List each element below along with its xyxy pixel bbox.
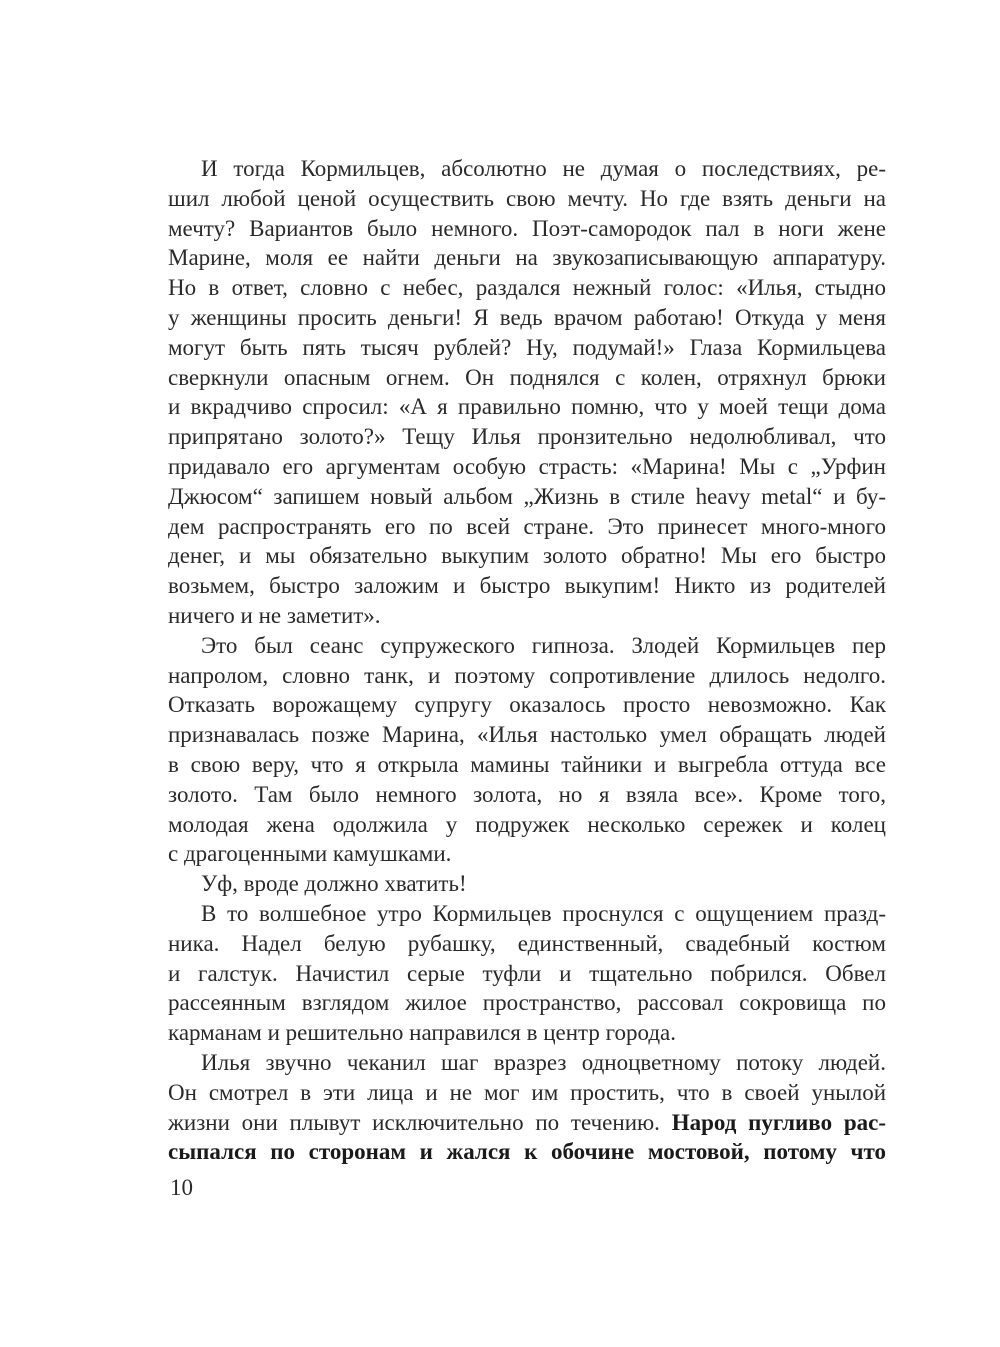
text-span: И тогда Кормильцев, абсолютно не думая о последствиях, ре- bbox=[201, 156, 886, 181]
text-line bbox=[168, 571, 886, 601]
text-span: денег, и мы обязательно выкупим золото обратно! Мы его быстро bbox=[168, 543, 886, 569]
paragraph bbox=[168, 1048, 886, 1167]
text-line bbox=[168, 303, 886, 333]
text-line bbox=[168, 1048, 886, 1078]
text-span: в свою веру, что я открыла мамины тайники и выгребла оттуда все bbox=[168, 751, 886, 777]
body-text bbox=[168, 154, 886, 1167]
text-span: ничего и не заметит». bbox=[168, 602, 381, 628]
text-line bbox=[168, 1078, 886, 1108]
text-span: возьмем, быстро заложим и быстро выкупим! Никто из родителей bbox=[168, 573, 886, 599]
text-span: карманам и решительно направился в центр города. bbox=[168, 1020, 676, 1046]
text-line bbox=[168, 780, 886, 810]
text-line bbox=[168, 452, 886, 482]
text-line bbox=[168, 154, 886, 184]
text-line bbox=[168, 601, 886, 631]
text-line bbox=[168, 1018, 886, 1048]
text-line bbox=[168, 482, 886, 512]
text-line bbox=[168, 541, 886, 571]
text-line bbox=[168, 899, 886, 929]
text-span: могут быть пять тысяч рублей? Ну, подумай!» Глаза Кормильцева bbox=[168, 334, 886, 360]
text-span: признавалась позже Марина, «Илья настолько умел обращать людей bbox=[168, 722, 886, 748]
text-line bbox=[168, 363, 886, 393]
text-span: Илья звучно чеканил шаг вразрез одноцветному потоку людей. bbox=[201, 1049, 886, 1075]
text-line bbox=[168, 869, 886, 899]
text-line bbox=[168, 661, 886, 691]
text-span: жизни они плывут исключительно по течению. bbox=[168, 1109, 672, 1135]
text-line bbox=[168, 184, 886, 214]
text-span: Но в ответ, словно с небес, раздался нежный голос: «Илья, стыдно bbox=[168, 275, 886, 301]
text-line bbox=[168, 273, 886, 303]
text-span: мечту? Вариантов было немного. Поэт-самородок пал в ноги жене bbox=[168, 215, 886, 241]
text-span: у женщины просить деньги! Я ведь врачом работаю! Откуда у меня bbox=[168, 304, 886, 330]
text-line bbox=[168, 810, 886, 840]
paragraph bbox=[168, 869, 886, 899]
text-span: придавало его аргументам особую страсть: «Марина! Мы с „Урфин bbox=[168, 453, 886, 479]
text-line bbox=[168, 392, 886, 422]
text-span: золото. Там было немного золота, но я взяла все». Кроме того, bbox=[168, 781, 886, 807]
text-span: шил любой ценой осуществить свою мечту. Но где взять деньги на bbox=[168, 185, 886, 211]
page-number: 10 bbox=[170, 1175, 193, 1200]
text-span: Отказать ворожащему супругу оказалось просто невозможно. Как bbox=[168, 692, 886, 718]
text-line bbox=[168, 422, 886, 452]
text-span: с драгоценными камушками. bbox=[168, 841, 452, 867]
text-line bbox=[168, 959, 886, 989]
text-span: сверкнули опасным огнем. Он поднялся с колен, отряхнул брюки bbox=[168, 364, 886, 390]
text-line bbox=[168, 750, 886, 780]
text-span: напролом, словно танк, и поэтому сопротивление длилось недолго. bbox=[168, 662, 886, 688]
bold-text: сыпался по сторонам и жался к обочине мостовой, потому что bbox=[168, 1139, 886, 1165]
text-span: ника. Надел белую рубашку, единственный, свадебный костюм bbox=[168, 930, 886, 956]
text-line bbox=[168, 1108, 886, 1138]
paragraph bbox=[168, 899, 886, 1048]
text-line bbox=[168, 214, 886, 244]
text-line bbox=[168, 839, 886, 869]
text-span: молодая жена одолжила у подружек несколько сережек и колец bbox=[168, 811, 886, 837]
text-span: рассеянным взглядом жилое пространство, рассовал сокровища по bbox=[168, 990, 886, 1016]
text-span: Джюсом“ запишем новый альбом „Жизнь в стиле heavy metal“ и бу- bbox=[168, 483, 886, 509]
text-line bbox=[168, 512, 886, 542]
text-span: припрятано золото?» Тещу Илья пронзительно недолюбливал, что bbox=[168, 424, 886, 450]
text-line bbox=[168, 243, 886, 273]
text-span: В то волшебное утро Кормильцев проснулся с ощущением празд- bbox=[201, 900, 886, 926]
bold-text: Народ пугливо рас- bbox=[671, 1109, 886, 1135]
text-span: Он смотрел в эти лица и не мог им простить, что в своей унылой bbox=[168, 1079, 886, 1105]
text-span: дем распространять его по всей стране. Это принесет много-много bbox=[168, 513, 886, 539]
paragraph bbox=[168, 631, 886, 869]
text-span: Марине, моля ее найти деньги на звукозаписывающую аппаратуру. bbox=[168, 245, 886, 271]
text-span: Это был сеанс супружеского гипноза. Злодей Кормильцев пер bbox=[201, 632, 886, 658]
text-span: Уф, вроде должно хватить! bbox=[201, 871, 467, 897]
text-line bbox=[168, 333, 886, 363]
paragraph bbox=[168, 154, 886, 631]
text-span: и галстук. Начистил серые туфли и тщательно побрился. Обвел bbox=[168, 960, 886, 986]
text-line bbox=[168, 720, 886, 750]
text-line bbox=[168, 988, 886, 1018]
text-span: и вкрадчиво спросил: «А я правильно помню, что у моей тещи дома bbox=[168, 394, 886, 420]
text-line bbox=[168, 690, 886, 720]
text-line bbox=[168, 929, 886, 959]
text-line bbox=[168, 631, 886, 661]
text-line bbox=[168, 1137, 886, 1167]
